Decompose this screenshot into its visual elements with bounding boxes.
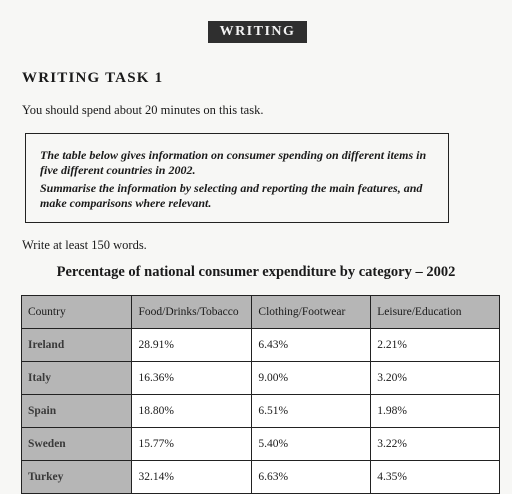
table-row <box>22 395 500 428</box>
table-header-row <box>22 296 500 329</box>
food-cell: 16.36% <box>132 362 252 395</box>
clothing-cell: 5.40% <box>252 428 371 461</box>
task-heading: WRITING TASK 1 <box>22 70 164 86</box>
task-prompt-box <box>25 133 449 223</box>
prompt-instruction: Summarise the information by selecting and reporting the main features, and make comparisons where relevant. <box>40 181 423 210</box>
country-cell: Spain <box>22 395 132 428</box>
word-count-instruction: Write at least 150 words. <box>22 238 147 252</box>
food-cell: 32.14% <box>132 461 252 494</box>
table-title: Percentage of national consumer expenditure by category – 2002 <box>56 264 456 280</box>
header-leisure: Leisure/Education <box>371 296 500 329</box>
header-country: Country <box>22 296 132 329</box>
country-cell: Italy <box>22 362 132 395</box>
leisure-cell: 3.20% <box>371 362 500 395</box>
leisure-cell: 2.21% <box>371 329 500 362</box>
country-cell: Ireland <box>22 329 132 362</box>
food-cell: 18.80% <box>132 395 252 428</box>
leisure-cell: 3.22% <box>371 428 500 461</box>
leisure-cell: 4.35% <box>371 461 500 494</box>
clothing-cell: 9.00% <box>252 362 371 395</box>
table-row <box>22 461 500 494</box>
food-cell: 28.91% <box>132 329 252 362</box>
country-cell: Sweden <box>22 428 132 461</box>
clothing-cell: 6.63% <box>252 461 371 494</box>
table-row <box>22 428 500 461</box>
clothing-cell: 6.51% <box>252 395 371 428</box>
header-food: Food/Drinks/Tobacco <box>132 296 252 329</box>
time-instruction: You should spend about 20 minutes on this task. <box>22 103 264 117</box>
section-banner: WRITING <box>208 21 307 43</box>
table-row <box>22 329 500 362</box>
prompt-description: The table below gives information on consumer spending on different items in five different countries in 2002. <box>40 148 427 177</box>
food-cell: 15.77% <box>132 428 252 461</box>
country-cell: Turkey <box>22 461 132 494</box>
clothing-cell: 6.43% <box>252 329 371 362</box>
header-clothing: Clothing/Footwear <box>252 296 371 329</box>
table-row <box>22 362 500 395</box>
leisure-cell: 1.98% <box>371 395 500 428</box>
expenditure-table <box>21 295 500 494</box>
